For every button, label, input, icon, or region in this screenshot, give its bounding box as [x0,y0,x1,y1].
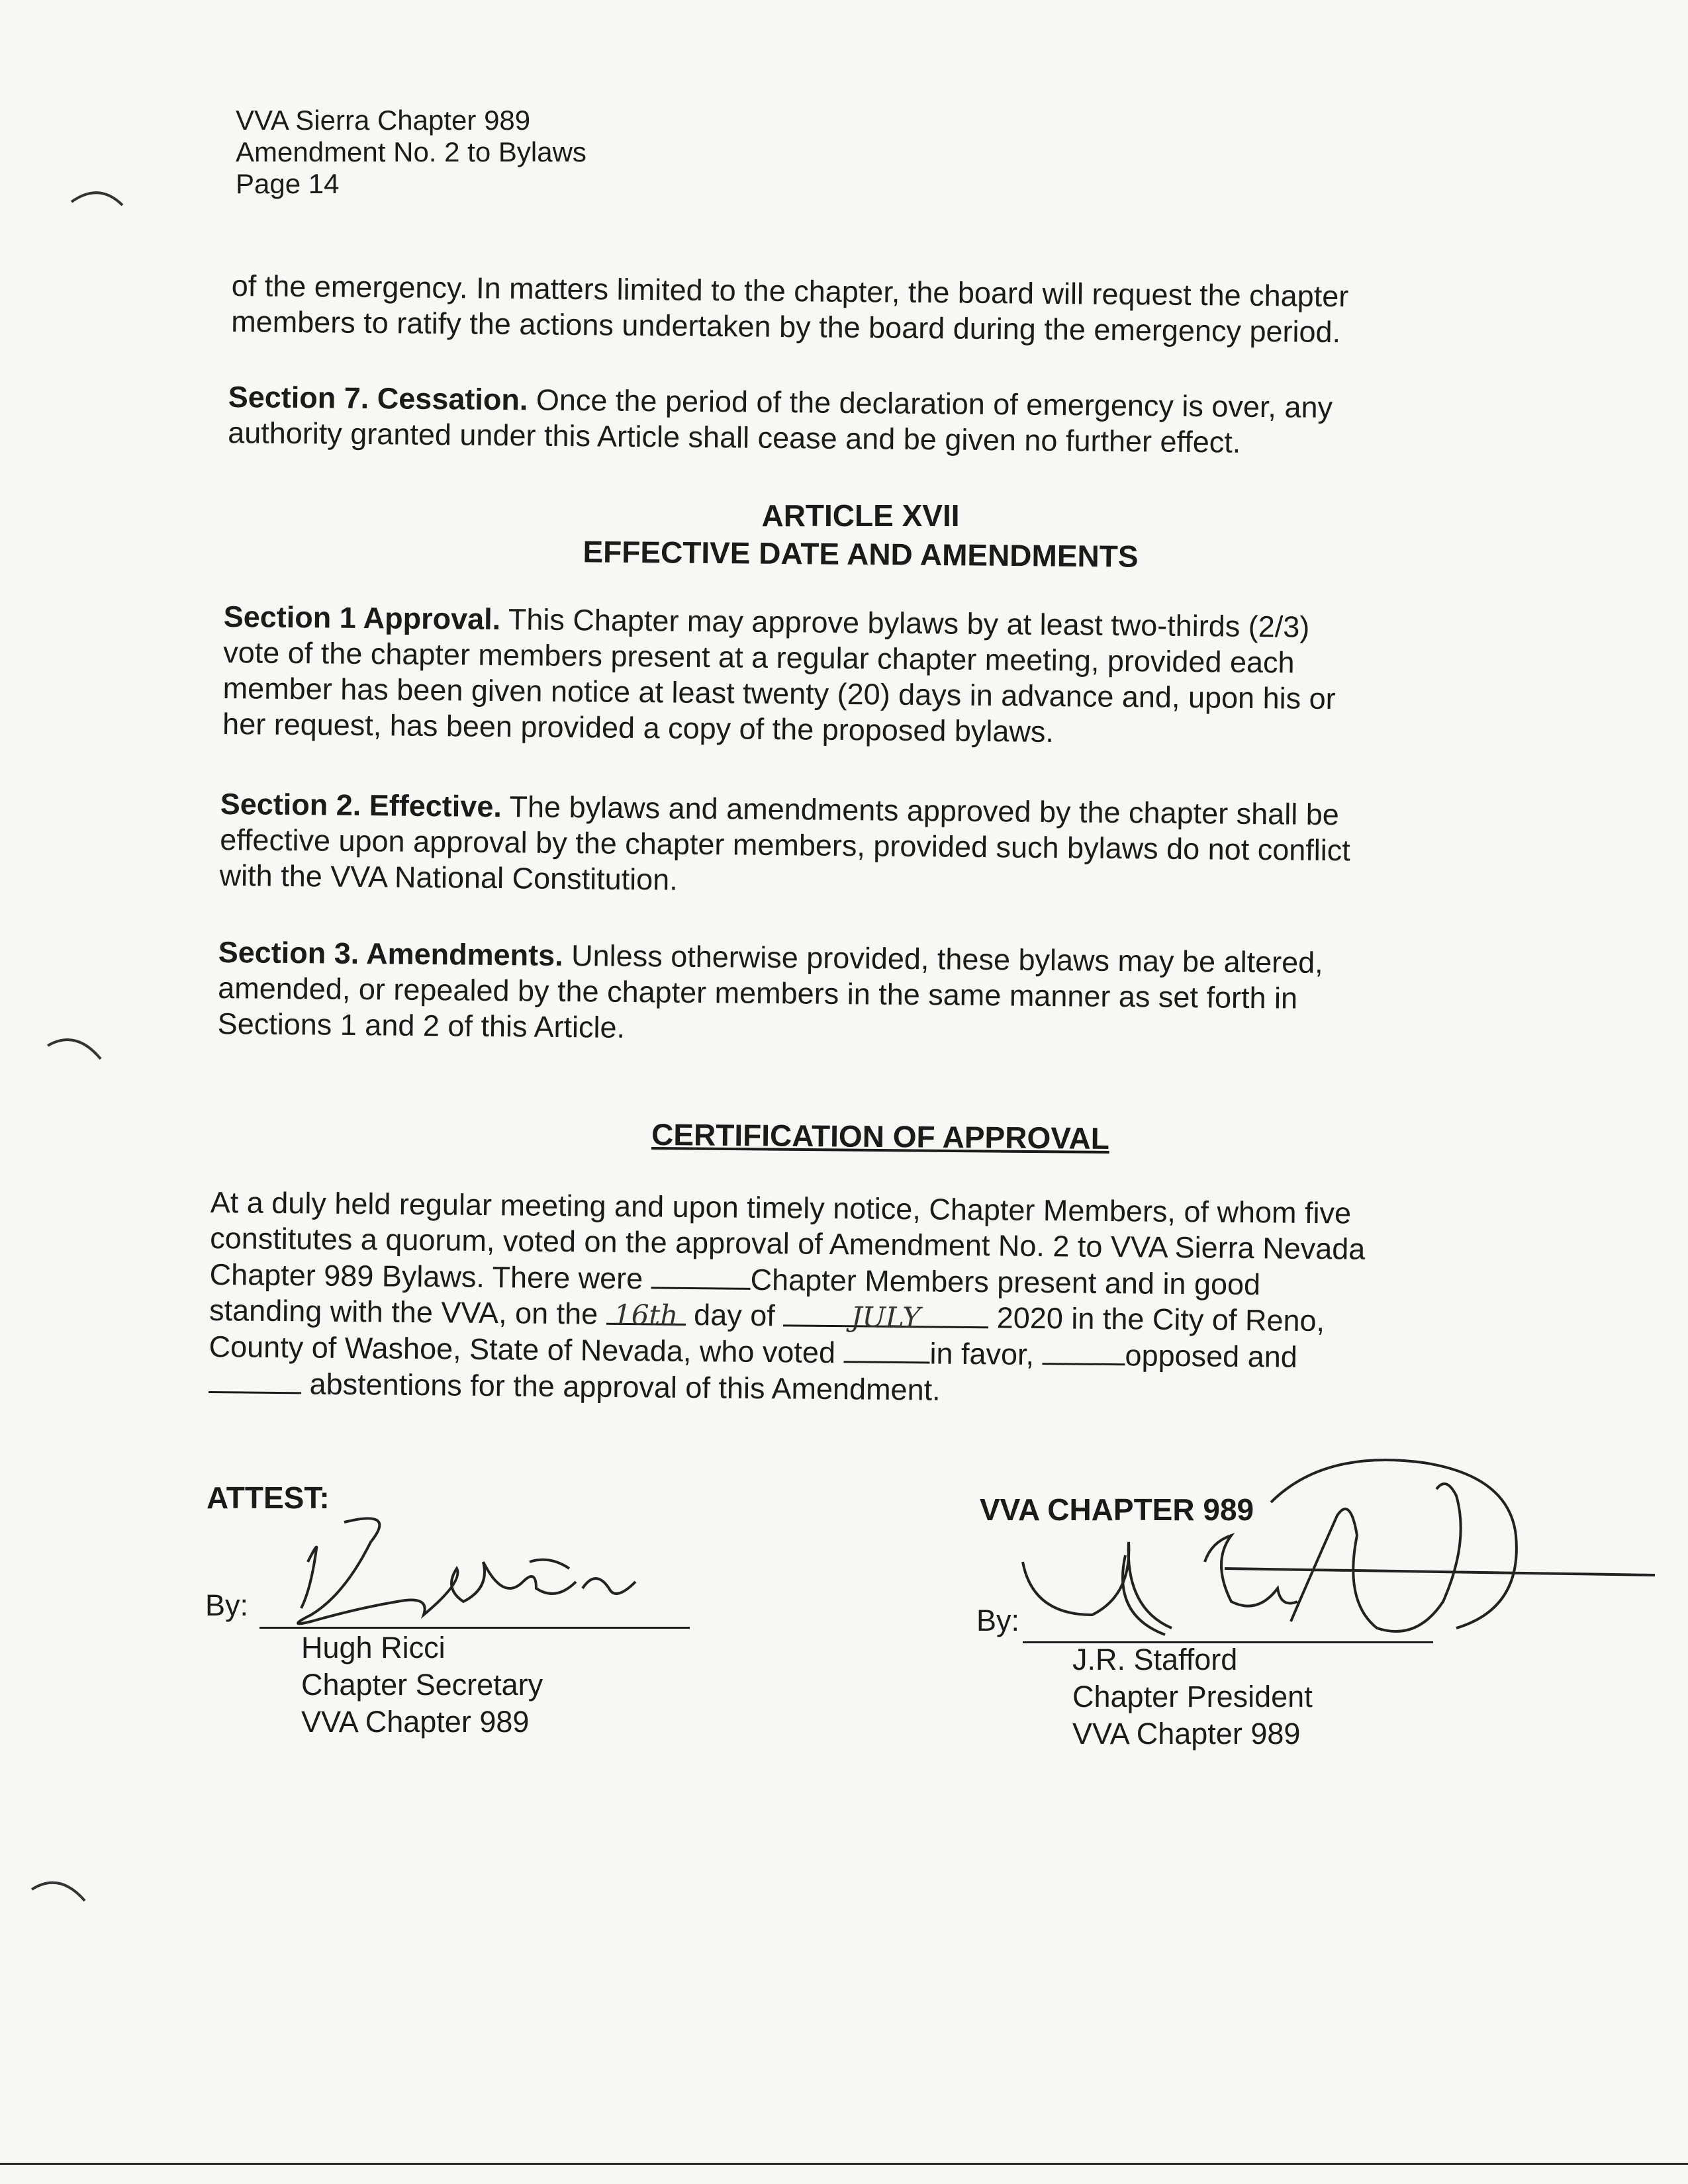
president-chapter-label: VVA CHAPTER 989 [980,1492,1254,1527]
members-present-blank [651,1260,751,1289]
certification-text: 2020 in the City of Reno, [988,1300,1325,1338]
president-by-label: By: [976,1604,1020,1637]
section-7-heading: Section 7. Cessation. [228,379,528,417]
handwritten-month: JULY [851,1300,921,1334]
section-3-paragraph [217,934,1462,1054]
section-1-text: This Chapter may approve bylaws by at least two-thirds (2/3) [500,602,1310,644]
article-title: EFFECTIVE DATE AND AMENDMENTS [583,534,1139,574]
president-signature [1023,1460,1655,1635]
section-2-text: effective upon approval by the chapter members, provided such bylaws do not conflict [219,822,1351,868]
certification-text: Chapter 989 Bylaws. There were [209,1257,651,1296]
certification-text: Chapter Members present and in good [750,1262,1261,1302]
punch-hole-mark [32,1883,85,1901]
section-1-text: vote of the chapter members present at a regular chapter meeting, provided each [222,635,1295,680]
section-3-text: Unless otherwise provided, these bylaws may be altered, [563,938,1323,980]
certification-text: County of Washoe, State of Nevada, who voted [209,1329,844,1370]
month-blank [783,1298,988,1334]
president-title: Chapter President [1072,1680,1313,1713]
secretary-signature-line [259,1627,690,1629]
secretary-block [301,1629,543,1741]
certification-text: day of [685,1297,784,1333]
section-1-paragraph [222,599,1468,754]
section-7-text: authority granted under this Article shall cease and be given no further effect. [227,415,1241,459]
handwritten-day: 16th [613,1298,679,1332]
scan-bottom-edge [0,2163,1688,2165]
section-2-paragraph [219,786,1464,905]
article-number: ARTICLE XVII [761,498,960,533]
secretary-by-label: By: [205,1588,249,1622]
president-block [1072,1641,1313,1752]
secretary-org: VVA Chapter 989 [301,1705,530,1739]
section-1-text: member has been given notice at least twenty (20) days in advance and, upon his or [222,670,1336,716]
certification-title: CERTIFICATION OF APPROVAL [651,1116,1110,1156]
secretary-name: Hugh Ricci [301,1631,445,1664]
president-name: J.R. Stafford [1072,1643,1238,1676]
certification-text: constitutes a quorum, voted on the approval of Amendment No. 2 to VVA Sierra Nevada [209,1220,1366,1266]
continuation-paragraph [231,268,1463,351]
section-1-heading: Section 1 Approval. [223,599,501,637]
section-2-text: with the VVA National Constitution. [219,858,678,897]
section-2-heading: Section 2. Effective. [220,787,502,824]
certification-text: standing with the VVA, on the [209,1293,606,1331]
certification-text: opposed and [1125,1338,1298,1374]
secretary-signature [298,1518,635,1623]
attest-label: ATTEST: [207,1480,330,1515]
day-blank [606,1297,686,1332]
section-3-heading: Section 3. Amendments. [218,935,563,972]
section-7-paragraph [228,379,1460,463]
section-3-text: Sections 1 and 2 of this Article. [217,1006,626,1044]
secretary-title: Chapter Secretary [301,1668,543,1702]
section-7-text: Once the period of the declaration of emergency is over, any [528,383,1333,425]
header-amendment: Amendment No. 2 to Bylaws [236,136,586,167]
certification-text: in favor, [929,1336,1043,1372]
continuation-line: of the emergency. In matters limited to the chapter, the board will request the chapter [231,268,1349,314]
certification-text: abstentions for the approval of this Amendment. [301,1367,941,1407]
in-favor-blank [843,1334,929,1363]
punch-hole-mark [48,1040,101,1059]
header-chapter: VVA Sierra Chapter 989 [236,105,531,136]
certification-text: At a duly held regular meeting and upon timely notice, Chapter Members, of whom five [210,1185,1352,1230]
continuation-line: members to ratify the actions undertaken by the board during the emergency period. [230,304,1341,349]
section-2-text: The bylaws and amendments approved by the chapter shall be [501,790,1340,832]
page-header [236,105,586,200]
section-3-text: amended, or repealed by the chapter members in the same manner as set forth in [217,970,1298,1015]
header-page-number: Page 14 [236,168,340,199]
opposed-blank [1042,1336,1125,1365]
president-org: VVA Chapter 989 [1072,1717,1301,1751]
certification-paragraph [209,1185,1508,1414]
abstentions-blank [209,1365,301,1394]
section-1-text: her request, has been provided a copy of the proposed bylaws. [222,706,1055,749]
punch-hole-mark [71,193,122,205]
